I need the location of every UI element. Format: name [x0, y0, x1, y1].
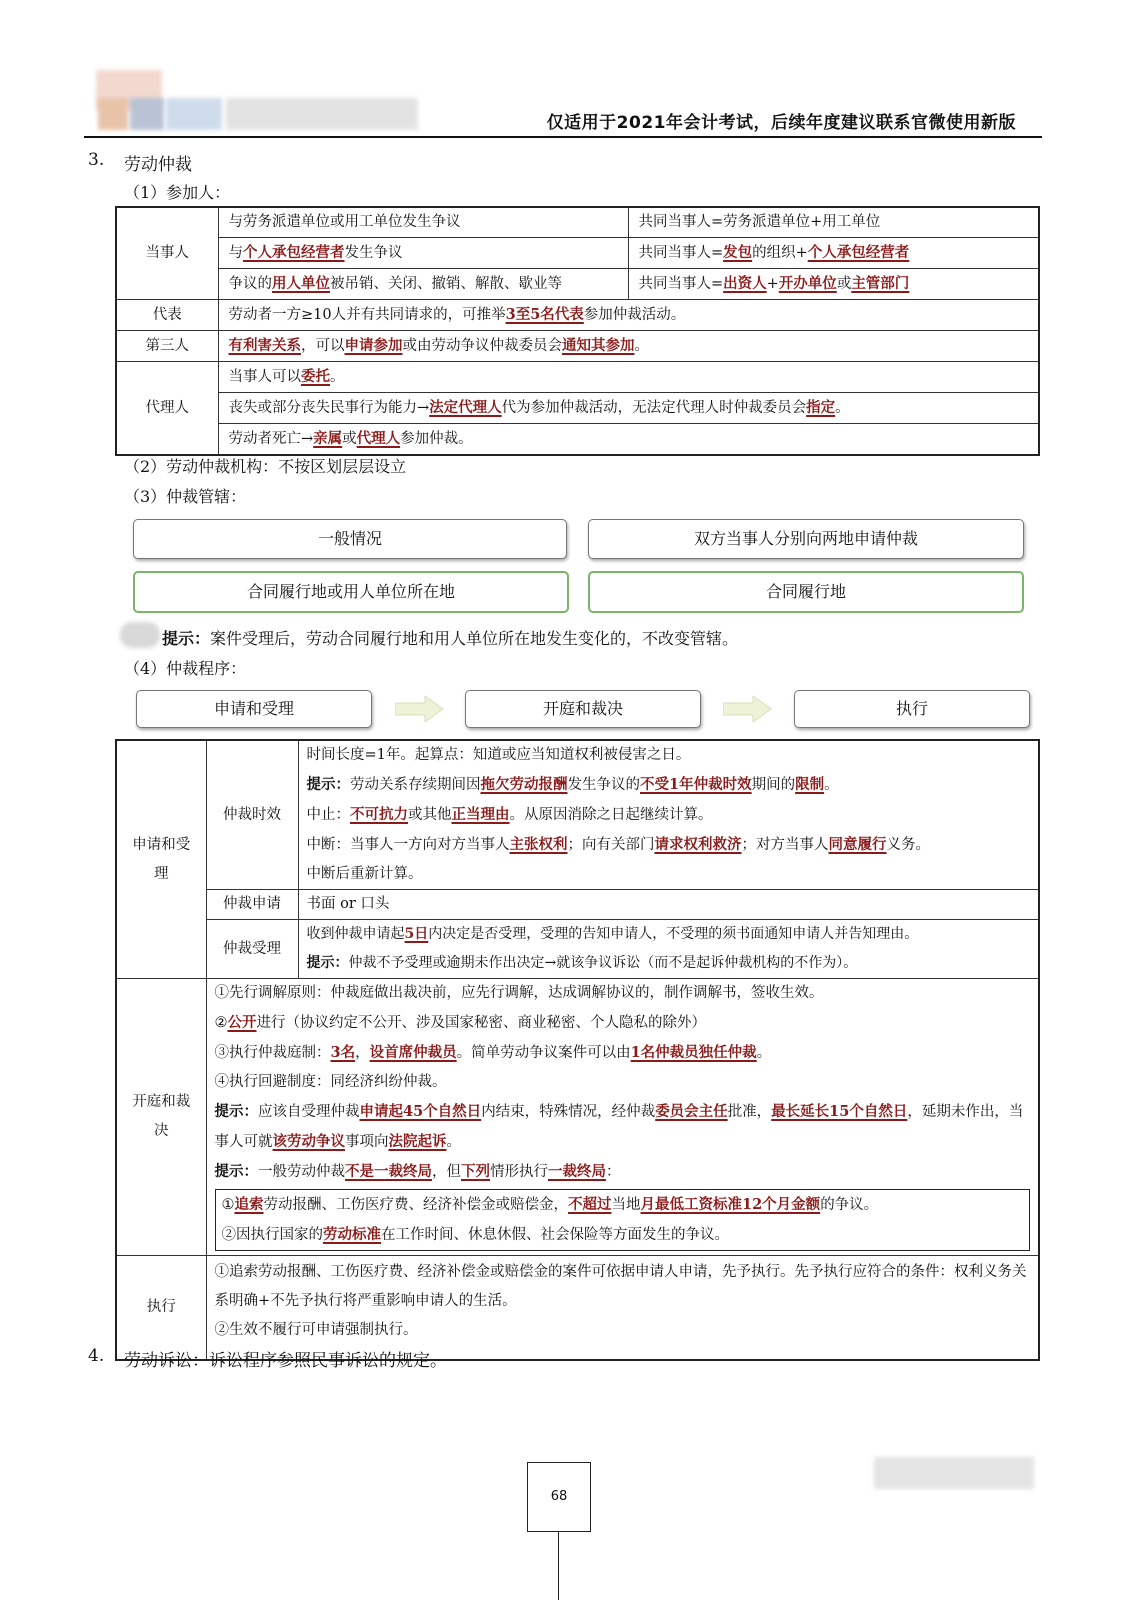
row-sublabel: 仲裁受理 — [206, 920, 298, 979]
cell: 当事人可以委托。 — [218, 362, 1039, 393]
cell: 书面 or 口头 — [298, 890, 1039, 920]
participants-table — [115, 206, 1040, 456]
flow-step-hearing: 开庭和裁决 — [465, 690, 701, 728]
section-4-number: 4. — [88, 1346, 105, 1366]
row-label: 申请和受理 — [116, 740, 206, 979]
header-title: 仅适用于2021年会计考试，后续年度建议联系官微使用新版 — [546, 113, 1016, 133]
cell: 收到仲裁申请起5日内决定是否受理，受理的告知申请人，不受理的须书面通知申请人并告知理由。 提示：仲裁不予受理或逾期未作出决定→就该争议诉讼（而不是起诉仲裁机构的不作为）。 — [298, 920, 1039, 979]
jurisdiction-tip: 提示：案件受理后，劳动合同履行地和用人单位所在地发生变化的，不改变管辖。 — [162, 629, 739, 648]
section-4-text: 劳动诉讼：诉讼程序参照民事诉讼的规定。 — [124, 1351, 447, 1371]
row-label: 代表 — [116, 300, 218, 331]
header-rule — [84, 136, 1042, 138]
blurred-logo — [226, 98, 418, 130]
blurred-logo — [98, 98, 128, 130]
final-ruling-box: ①追索劳动报酬、工伤医疗费、经济补偿金或赔偿金，不超过当地月最低工资标准12个月金额的争议。 ②因执行国家的劳动标准在工作时间、休息休假、社会保险等方面发生的争议。 — [215, 1189, 1031, 1251]
cell: 有利害关系，可以申请参加或由劳动争议仲裁委员会通知其参加。 — [218, 331, 1039, 362]
row-sublabel: 仲裁申请 — [206, 890, 298, 920]
row-label: 代理人 — [116, 362, 218, 456]
cell: 共同当事人=发包的组织+个人承包经营者 — [628, 238, 1039, 269]
cell: 共同当事人=劳务派遣单位+用工单位 — [628, 207, 1039, 238]
cell: ①先行调解原则：仲裁庭做出裁决前，应先行调解，达成调解协议的，制作调解书，签收生效。 ②公开进行（协议约定不公开、涉及国家秘密、商业秘密、个人隐私的除外） ③执行仲裁庭制：3名，设首席仲裁员。简单劳动争议案件可以由1名仲裁员独任仲裁。 ④执行回避制度：同经济纠纷仲裁。 提示：应该自受理仲裁申请起45个自然日内结束，特殊情况，经仲裁委员会主任批准，最长延长15个自然日，延期未作出，当事人可就该劳动争议事项向法院起诉。 提示：一般劳动仲裁不是一裁终局，但下列情形执行一裁终局： ①追索劳动报酬、工伤医疗费、经济补偿金或赔偿金，不超过当地月最低工资标准12个月金额的争议。 ②因执行国家的劳动标准在工作时间、休息休假、社会保险等方面发生的争议。 — [206, 979, 1039, 1256]
blurred-logo — [166, 98, 222, 130]
flow-arrow-icon — [723, 696, 773, 722]
subsection-institution: （2）劳动仲裁机构：不按区划层层设立 — [124, 457, 407, 476]
cell: 劳动者死亡→亲属或代理人参加仲裁。 — [218, 424, 1039, 456]
blurred-logo — [130, 98, 164, 130]
cell: 共同当事人=出资人+开办单位或主管部门 — [628, 269, 1039, 300]
general-case-box: 一般情况 — [133, 519, 567, 559]
row-sublabel: 仲裁时效 — [206, 740, 298, 890]
subsection-jurisdiction: （3）仲裁管辖： — [124, 487, 247, 506]
subsection-procedure: （4）仲裁程序： — [124, 659, 247, 678]
cell: 时间长度=1年。起算点：知道或应当知道权利被侵害之日。 提示：劳动关系存续期间因拖欠劳动报酬发生争议的不受1年仲裁时效期间的限制。 中止：不可抗力或其他正当理由。从原因消除之日起继续计算。 中断：当事人一方向对方当事人主张权利；向有关部门请求权利救济；对方当事人同意履行义务。 中断后重新计算。 — [298, 740, 1039, 890]
row-label: 当事人 — [116, 207, 218, 300]
page-number: 68 — [527, 1462, 591, 1532]
two-place-result-box: 合同履行地 — [588, 571, 1024, 613]
blurred-mark — [120, 622, 160, 648]
two-place-box: 双方当事人分别向两地申请仲裁 — [588, 519, 1024, 559]
flow-arrow-icon — [395, 696, 445, 722]
cell: 劳动者一方≥10人并有共同请求的，可推举3至5名代表参加仲裁活动。 — [218, 300, 1039, 331]
section-3-number: 3. — [88, 150, 105, 170]
general-case-result-box: 合同履行地或用人单位所在地 — [133, 571, 569, 613]
row-label: 执行 — [116, 1256, 206, 1361]
blurred-footer-mark — [874, 1457, 1034, 1489]
cell: 与劳务派遣单位或用工单位发生争议 — [218, 207, 628, 238]
subsection-participants: （1）参加人： — [124, 183, 231, 202]
cell: 与个人承包经营者发生争议 — [218, 238, 628, 269]
flow-step-apply: 申请和受理 — [136, 690, 372, 728]
row-label: 开庭和裁决 — [116, 979, 206, 1256]
row-label: 第三人 — [116, 331, 218, 362]
section-3-title: 劳动仲裁 — [124, 155, 192, 175]
flow-step-execute: 执行 — [794, 690, 1030, 728]
cell: ①追索劳动报酬、工伤医疗费、经济补偿金或赔偿金的案件可依据申请人申请，先予执行。先予执行应符合的条件：权利义务关系明确+不先予执行将严重影响申请人的生活。 ②生效不履行可申请强制执行。 — [206, 1256, 1039, 1361]
page-line — [558, 1531, 559, 1600]
procedure-table — [115, 739, 1040, 1361]
cell: 争议的用人单位被吊销、关闭、撤销、解散、歇业等 — [218, 269, 628, 300]
cell: 丧失或部分丧失民事行为能力→法定代理人代为参加仲裁活动，无法定代理人时仲裁委员会指定。 — [218, 393, 1039, 424]
